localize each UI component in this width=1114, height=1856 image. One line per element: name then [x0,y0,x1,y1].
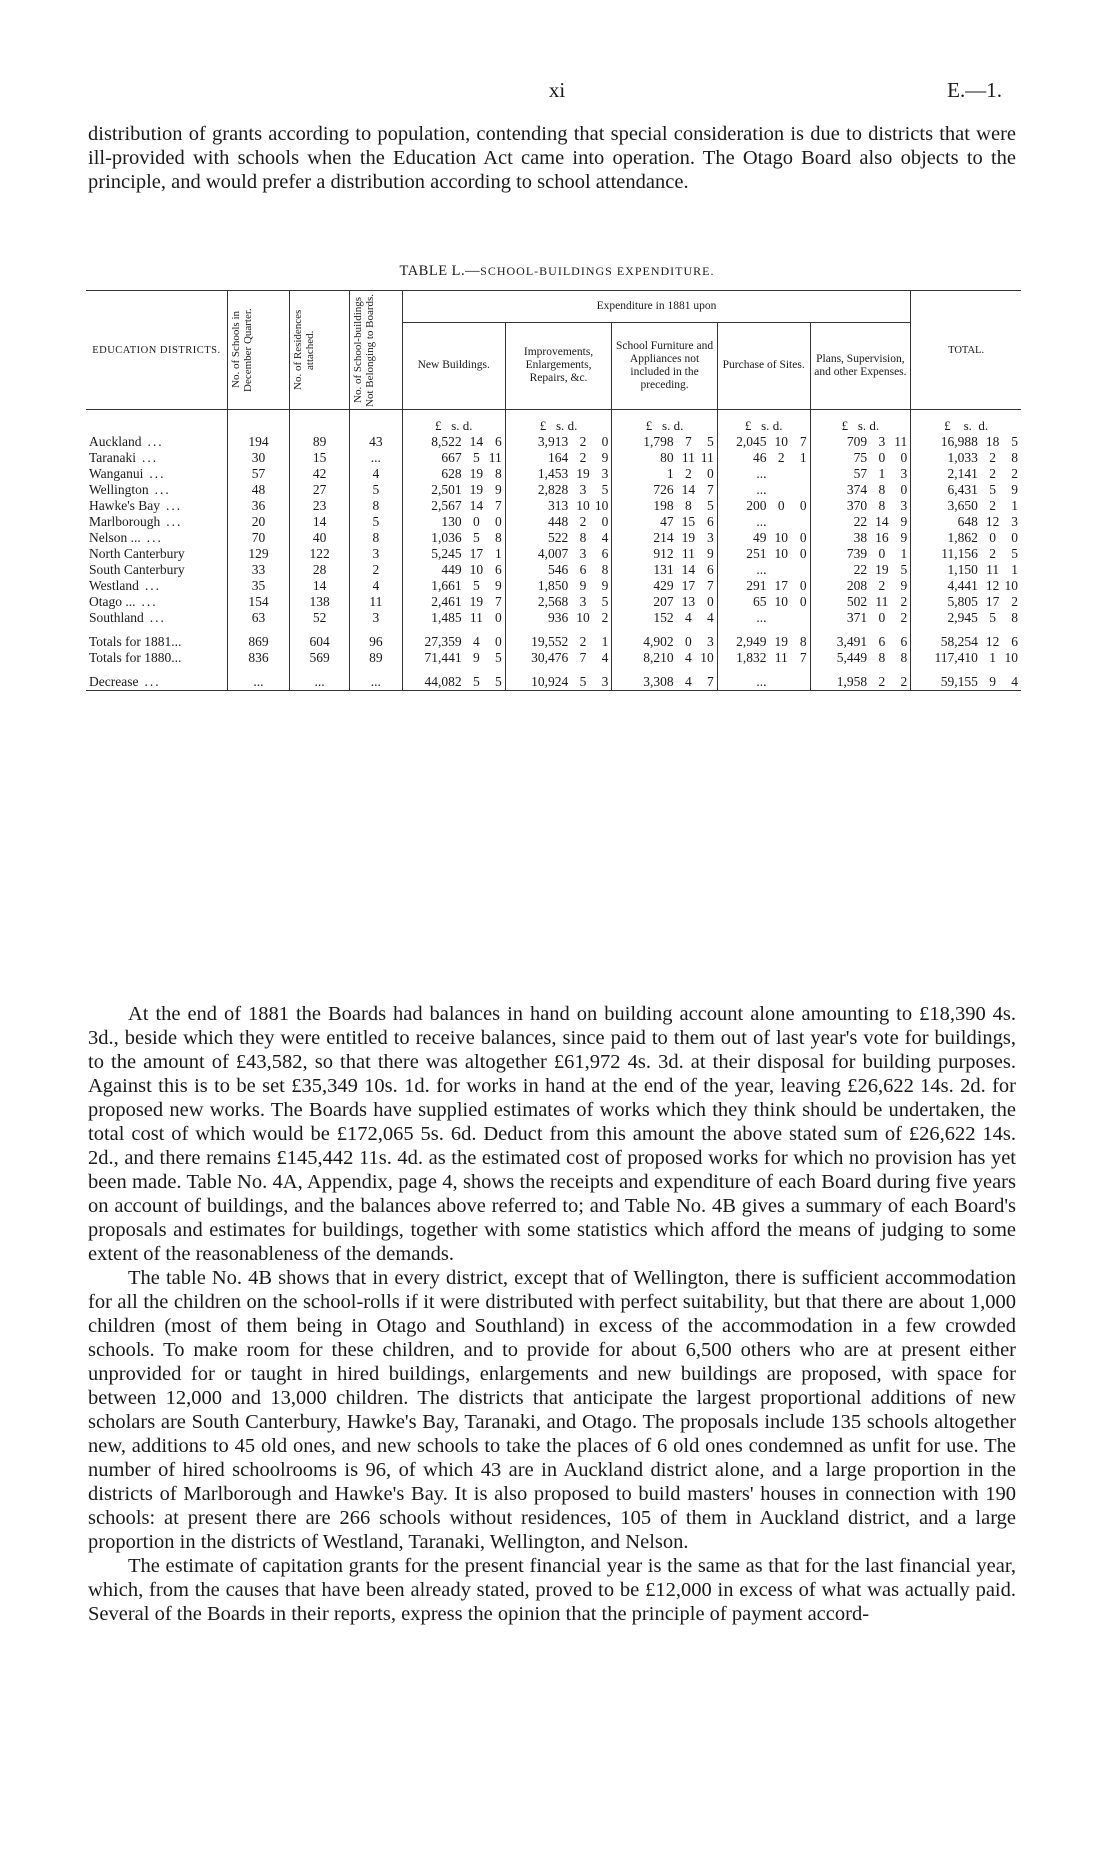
money-cell: 628 19 8 [402,466,505,482]
money-cell: 1,832 11 7 [717,650,810,666]
money-cell: 291 17 0 [717,578,810,594]
not-belonging-count: 5 [350,514,403,530]
unit-cell: £ s. d. [717,418,810,434]
table-row [86,466,1021,482]
money-cell: 3,308 4 7 [612,674,717,691]
schools-count: 57 [227,466,289,482]
not-belonging-count: 96 [350,634,403,650]
table-row [86,450,1021,466]
table-row [86,546,1021,562]
district-name: North Canterbury [86,546,227,562]
money-cell: 198 8 5 [612,498,717,514]
money-cell: 1,958 2 2 [810,674,911,691]
residences-count: 15 [290,450,350,466]
totals-row [86,650,1021,666]
money-cell: 16,988 18 5 [911,434,1021,450]
money-cell: 739 0 1 [810,546,911,562]
units-row [86,418,1021,434]
residences-count: 27 [290,482,350,498]
residences-count: ... [290,674,350,691]
money-cell: 6,431 5 9 [911,482,1021,498]
money-cell: 22 14 9 [810,514,911,530]
paragraph-accommodation: The table No. 4B shows that in every district, except that of Wellington, there is sufficient accommodation for all the children on the school-rolls if it were distributed with perfect suitability, but that there are about 1,000 children (most of them being in Otago and Southland) in excess of the accommodation in a few crowded schools. To make room for these children, and to provide for about 6,500 others who are at present either unprovided for or taught in hired buildings, enlargements and new buildings are proposed, with space for between 12,000 and 13,000 children. The districts that anticipate the largest proportional additions of new scholars are South Canterbury, Hawke's Bay, Taranaki, and Otago. The proposals include 135 schools altogether new, additions to 45 old ones, and new schools to take the places of 6 old ones condemned as unfit for use. The number of hired schoolrooms is 96, of which 43 are in Auckland district alone, and a large proportion in the districts of Marlborough and Hawke's Bay. It is also proposed to build masters' houses in connection with 190 schools: at present there are 266 schools without residences, 105 of them in Auckland district, and a large proportion in the districts of Westland, Taranaki, Wellington, and Nelson. [88,1267,1016,1553]
schools-count: 836 [227,650,289,666]
money-cell: 2,141 2 2 [911,466,1021,482]
money-cell: 75 0 0 [810,450,911,466]
money-cell: 936 10 2 [505,610,612,626]
schools-count: 36 [227,498,289,514]
money-cell: 370 8 3 [810,498,911,514]
money-cell: 8,210 4 10 [612,650,717,666]
school-buildings-expenditure-table [86,290,1021,691]
intro-paragraph [88,122,1016,194]
money-cell: ... [717,674,810,691]
residences-count: 14 [290,514,350,530]
money-cell: 667 5 11 [402,450,505,466]
totals-row [86,634,1021,650]
header-districts: EDUCATION DISTRICTS. [86,291,227,410]
schools-count: 30 [227,450,289,466]
district-name: Wanganui ... [89,466,166,481]
residences-count: 42 [290,466,350,482]
not-belonging-count: 4 [350,578,403,594]
money-cell: 117,410 1 10 [911,650,1021,666]
money-cell: 1,862 0 0 [911,530,1021,546]
district-name: Hawke's Bay ... [89,498,183,513]
money-cell: 2,461 19 7 [402,594,505,610]
money-cell: 208 2 9 [810,578,911,594]
table-row [86,514,1021,530]
money-cell: 313 10 10 [505,498,612,514]
leader-dots: ... [141,594,158,609]
not-belonging-count: 5 [350,482,403,498]
money-cell: 131 14 6 [612,562,717,578]
money-cell: 58,254 12 6 [911,634,1021,650]
money-cell: 1,798 7 5 [612,434,717,450]
money-cell: 648 12 3 [911,514,1021,530]
money-cell: 2,501 19 9 [402,482,505,498]
district-name: Southland ... [89,610,166,625]
schools-count: 869 [227,634,289,650]
money-cell: 5,449 8 8 [810,650,911,666]
money-cell: 709 3 11 [810,434,911,450]
money-cell: 429 17 7 [612,578,717,594]
header-not-belonging: No. of School-buildings Not Belonging to Boards. [350,291,403,410]
schools-count: 20 [227,514,289,530]
leader-dots [181,634,187,649]
page-number: xi [548,78,566,102]
money-cell: 448 2 0 [505,514,612,530]
unit-cell: £ s. d. [911,418,1021,434]
district-name: Auckland ... [89,434,164,449]
not-belonging-count: 43 [350,434,403,450]
table-title [0,263,1114,280]
money-cell: 3,913 2 0 [505,434,612,450]
schools-count: 48 [227,482,289,498]
table-row [86,562,1021,578]
not-belonging-count: 11 [350,594,403,610]
money-cell: 4,007 3 6 [505,546,612,562]
money-cell: 726 14 7 [612,482,717,498]
header-improvements: Improvements, Enlargements, Repairs, &c. [505,322,612,409]
schools-count: 63 [227,610,289,626]
money-cell: ... [717,562,810,578]
header-furniture: School Furniture and Appliances not included in the preceding. [612,322,717,409]
money-cell: 8,522 14 6 [402,434,505,450]
table-row [86,578,1021,594]
header-plans: Plans, Supervision, and other Expenses. [810,322,911,409]
not-belonging-count: 2 [350,562,403,578]
money-cell: 2,945 5 8 [911,610,1021,626]
leader-dots: ... [166,498,183,513]
money-cell: 2,828 3 5 [505,482,612,498]
body-text [88,1002,1016,1626]
money-cell: 19,552 2 1 [505,634,612,650]
leader-dots [181,650,187,665]
money-cell: 251 10 0 [717,546,810,562]
leader-dots [185,562,191,577]
district-name: Totals for 1881... [86,634,227,650]
money-cell: 4,902 0 3 [612,634,717,650]
money-cell: 207 13 0 [612,594,717,610]
residences-count: 569 [290,650,350,666]
money-cell: 374 8 0 [810,482,911,498]
residences-count: 89 [290,434,350,450]
residences-count: 23 [290,498,350,514]
table-row [86,434,1021,450]
not-belonging-count: 3 [350,610,403,626]
money-cell: 152 4 4 [612,610,717,626]
residences-count: 28 [290,562,350,578]
money-cell: 449 10 6 [402,562,505,578]
money-cell: 214 19 3 [612,530,717,546]
intro-text: distribution of grants according to population, contending that special consideration is due to districts that were ill-provided with schools when the Education Act came into operation. The Otago Board also objects to the principle, and would prefer a distribution according to school attendance. [88,123,1016,193]
table-row [86,594,1021,610]
money-cell: 2,949 19 8 [717,634,810,650]
money-cell: 2,567 14 7 [402,498,505,514]
money-cell: 10,924 5 3 [505,674,612,691]
decrease-row [86,674,1021,691]
leader-dots [185,546,191,561]
not-belonging-count: 3 [350,546,403,562]
money-cell: 49 10 0 [717,530,810,546]
district-name: Totals for 1880... [86,650,227,666]
table-row [86,482,1021,498]
schools-count: 194 [227,434,289,450]
header-purchase-sites: Purchase of Sites. [717,322,810,409]
not-belonging-count: 8 [350,530,403,546]
district-name: Westland ... [89,578,162,593]
leader-dots: ... [144,674,161,689]
money-cell: 22 19 5 [810,562,911,578]
money-cell: 1,150 11 1 [911,562,1021,578]
district-name: Taranaki ... [89,450,159,465]
money-cell: 5,805 17 2 [911,594,1021,610]
money-cell: 164 2 9 [505,450,612,466]
residences-count: 604 [290,634,350,650]
district-name: Otago ... ... [89,594,158,609]
money-cell: 46 2 1 [717,450,810,466]
money-cell: 912 11 9 [612,546,717,562]
schools-count: 35 [227,578,289,594]
money-cell: 11,156 2 5 [911,546,1021,562]
money-cell: 2,568 3 5 [505,594,612,610]
money-cell: 80 11 11 [612,450,717,466]
money-cell: 5,245 17 1 [402,546,505,562]
table-row [86,530,1021,546]
money-cell: 1,485 11 0 [402,610,505,626]
unit-cell: £ s. d. [402,418,505,434]
leader-dots: ... [144,578,162,593]
money-cell: 546 6 8 [505,562,612,578]
header-total: TOTAL. [911,291,1021,410]
money-cell: ... [717,466,810,482]
unit-cell: £ s. d. [505,418,612,434]
money-cell: 1,036 5 8 [402,530,505,546]
schools-count: ... [227,674,289,691]
residences-count: 138 [290,594,350,610]
money-cell: 130 0 0 [402,514,505,530]
money-cell: 4,441 12 10 [911,578,1021,594]
not-belonging-count: ... [350,450,403,466]
leader-dots: ... [166,514,183,529]
table-row [86,610,1021,626]
money-cell: 30,476 7 4 [505,650,612,666]
residences-count: 122 [290,546,350,562]
table-title-text: SCHOOL-BUILDINGS EXPENDITURE. [480,264,715,278]
residences-count: 14 [290,578,350,594]
header-residences: No. of Residences attached. [290,291,350,410]
money-cell: 71,441 9 5 [402,650,505,666]
district-name: Decrease ... [86,674,227,691]
schools-count: 129 [227,546,289,562]
money-cell: 1 2 0 [612,466,717,482]
leader-dots: ... [149,466,166,481]
leader-dots: ... [142,450,159,465]
leader-dots: ... [154,482,171,497]
leader-dots: ... [146,530,163,545]
not-belonging-count: 4 [350,466,403,482]
document-reference: E.—1. [947,78,1002,102]
money-cell: 1,033 2 8 [911,450,1021,466]
money-cell: 3,491 6 6 [810,634,911,650]
header-new-buildings: New Buildings. [402,322,505,409]
leader-dots: ... [149,610,166,625]
schools-count: 154 [227,594,289,610]
unit-cell: £ s. d. [612,418,717,434]
paragraph-capitation: The estimate of capitation grants for the present financial year is the same as that for the last financial year, which, from the causes that have been already stated, proved to be £12,000 in excess of what was actually paid. Several of the Boards in their reports, express the opinion that the principle of payment accord- [88,1555,1016,1625]
paragraph-building-balances: At the end of 1881 the Boards had balances in hand on building account alone amounting to £18,390 4s. 3d., beside which they were entitled to receive balances, since paid to them out of last year's vote for buildings, to the amount of £43,582, so that there was altogether £61,972 4s. 3d. at their disposal for building purposes. Against this is to be set £35,349 10s. 1d. for works in hand at the end of the year, leaving £26,622 14s. 2d. for proposed new works. The Boards have supplied estimates of works which they think should be undertaken, the total cost of which would be £172,065 5s. 6d. Deduct from this amount the above stated sum of £26,622 14s. 2d., and there remains £145,442 11s. 4d. as the estimated cost of proposed works for which no provision has yet been made. Table No. 4A, Appendix, page 4, shows the receipts and expenditure of each Board during five years on account of buildings, and the balances above referred to; and Table No. 4B gives a summary of each Board's proposals and estimates for buildings, together with some statistics which afford the means of judging to some extent of the reasonableness of the demands. [88,1003,1016,1265]
money-cell: 47 15 6 [612,514,717,530]
district-name: Wellington ... [89,482,171,497]
money-cell: 522 8 4 [505,530,612,546]
table-title-prefix: TABLE L.— [399,263,481,279]
money-cell: 59,155 9 4 [911,674,1021,691]
money-cell: ... [717,610,810,626]
money-cell: 200 0 0 [717,498,810,514]
money-cell: 44,082 5 5 [402,674,505,691]
unit-cell: £ s. d. [810,418,911,434]
table-row [86,498,1021,514]
money-cell: 1,661 5 9 [402,578,505,594]
schools-count: 70 [227,530,289,546]
money-cell: 2,045 10 7 [717,434,810,450]
money-cell: 57 1 3 [810,466,911,482]
not-belonging-count: ... [350,674,403,691]
district-name: Nelson ... ... [89,530,163,545]
schools-count: 33 [227,562,289,578]
district-name: South Canterbury [86,562,227,578]
money-cell: 38 16 9 [810,530,911,546]
district-name: Marlborough ... [89,514,183,529]
money-cell: ... [717,482,810,498]
money-cell: 1,850 9 9 [505,578,612,594]
money-cell: 27,359 4 0 [402,634,505,650]
money-cell: 1,453 19 3 [505,466,612,482]
header-schools: No. of Schools in December Quarter. [227,291,289,410]
leader-dots: ... [147,434,164,449]
money-cell: 3,650 2 1 [911,498,1021,514]
money-cell: 65 10 0 [717,594,810,610]
not-belonging-count: 8 [350,498,403,514]
header-expenditure: Expenditure in 1881 upon [402,291,910,323]
money-cell: 502 11 2 [810,594,911,610]
money-cell: 371 0 2 [810,610,911,626]
money-cell: ... [717,514,810,530]
residences-count: 52 [290,610,350,626]
residences-count: 40 [290,530,350,546]
not-belonging-count: 89 [350,650,403,666]
